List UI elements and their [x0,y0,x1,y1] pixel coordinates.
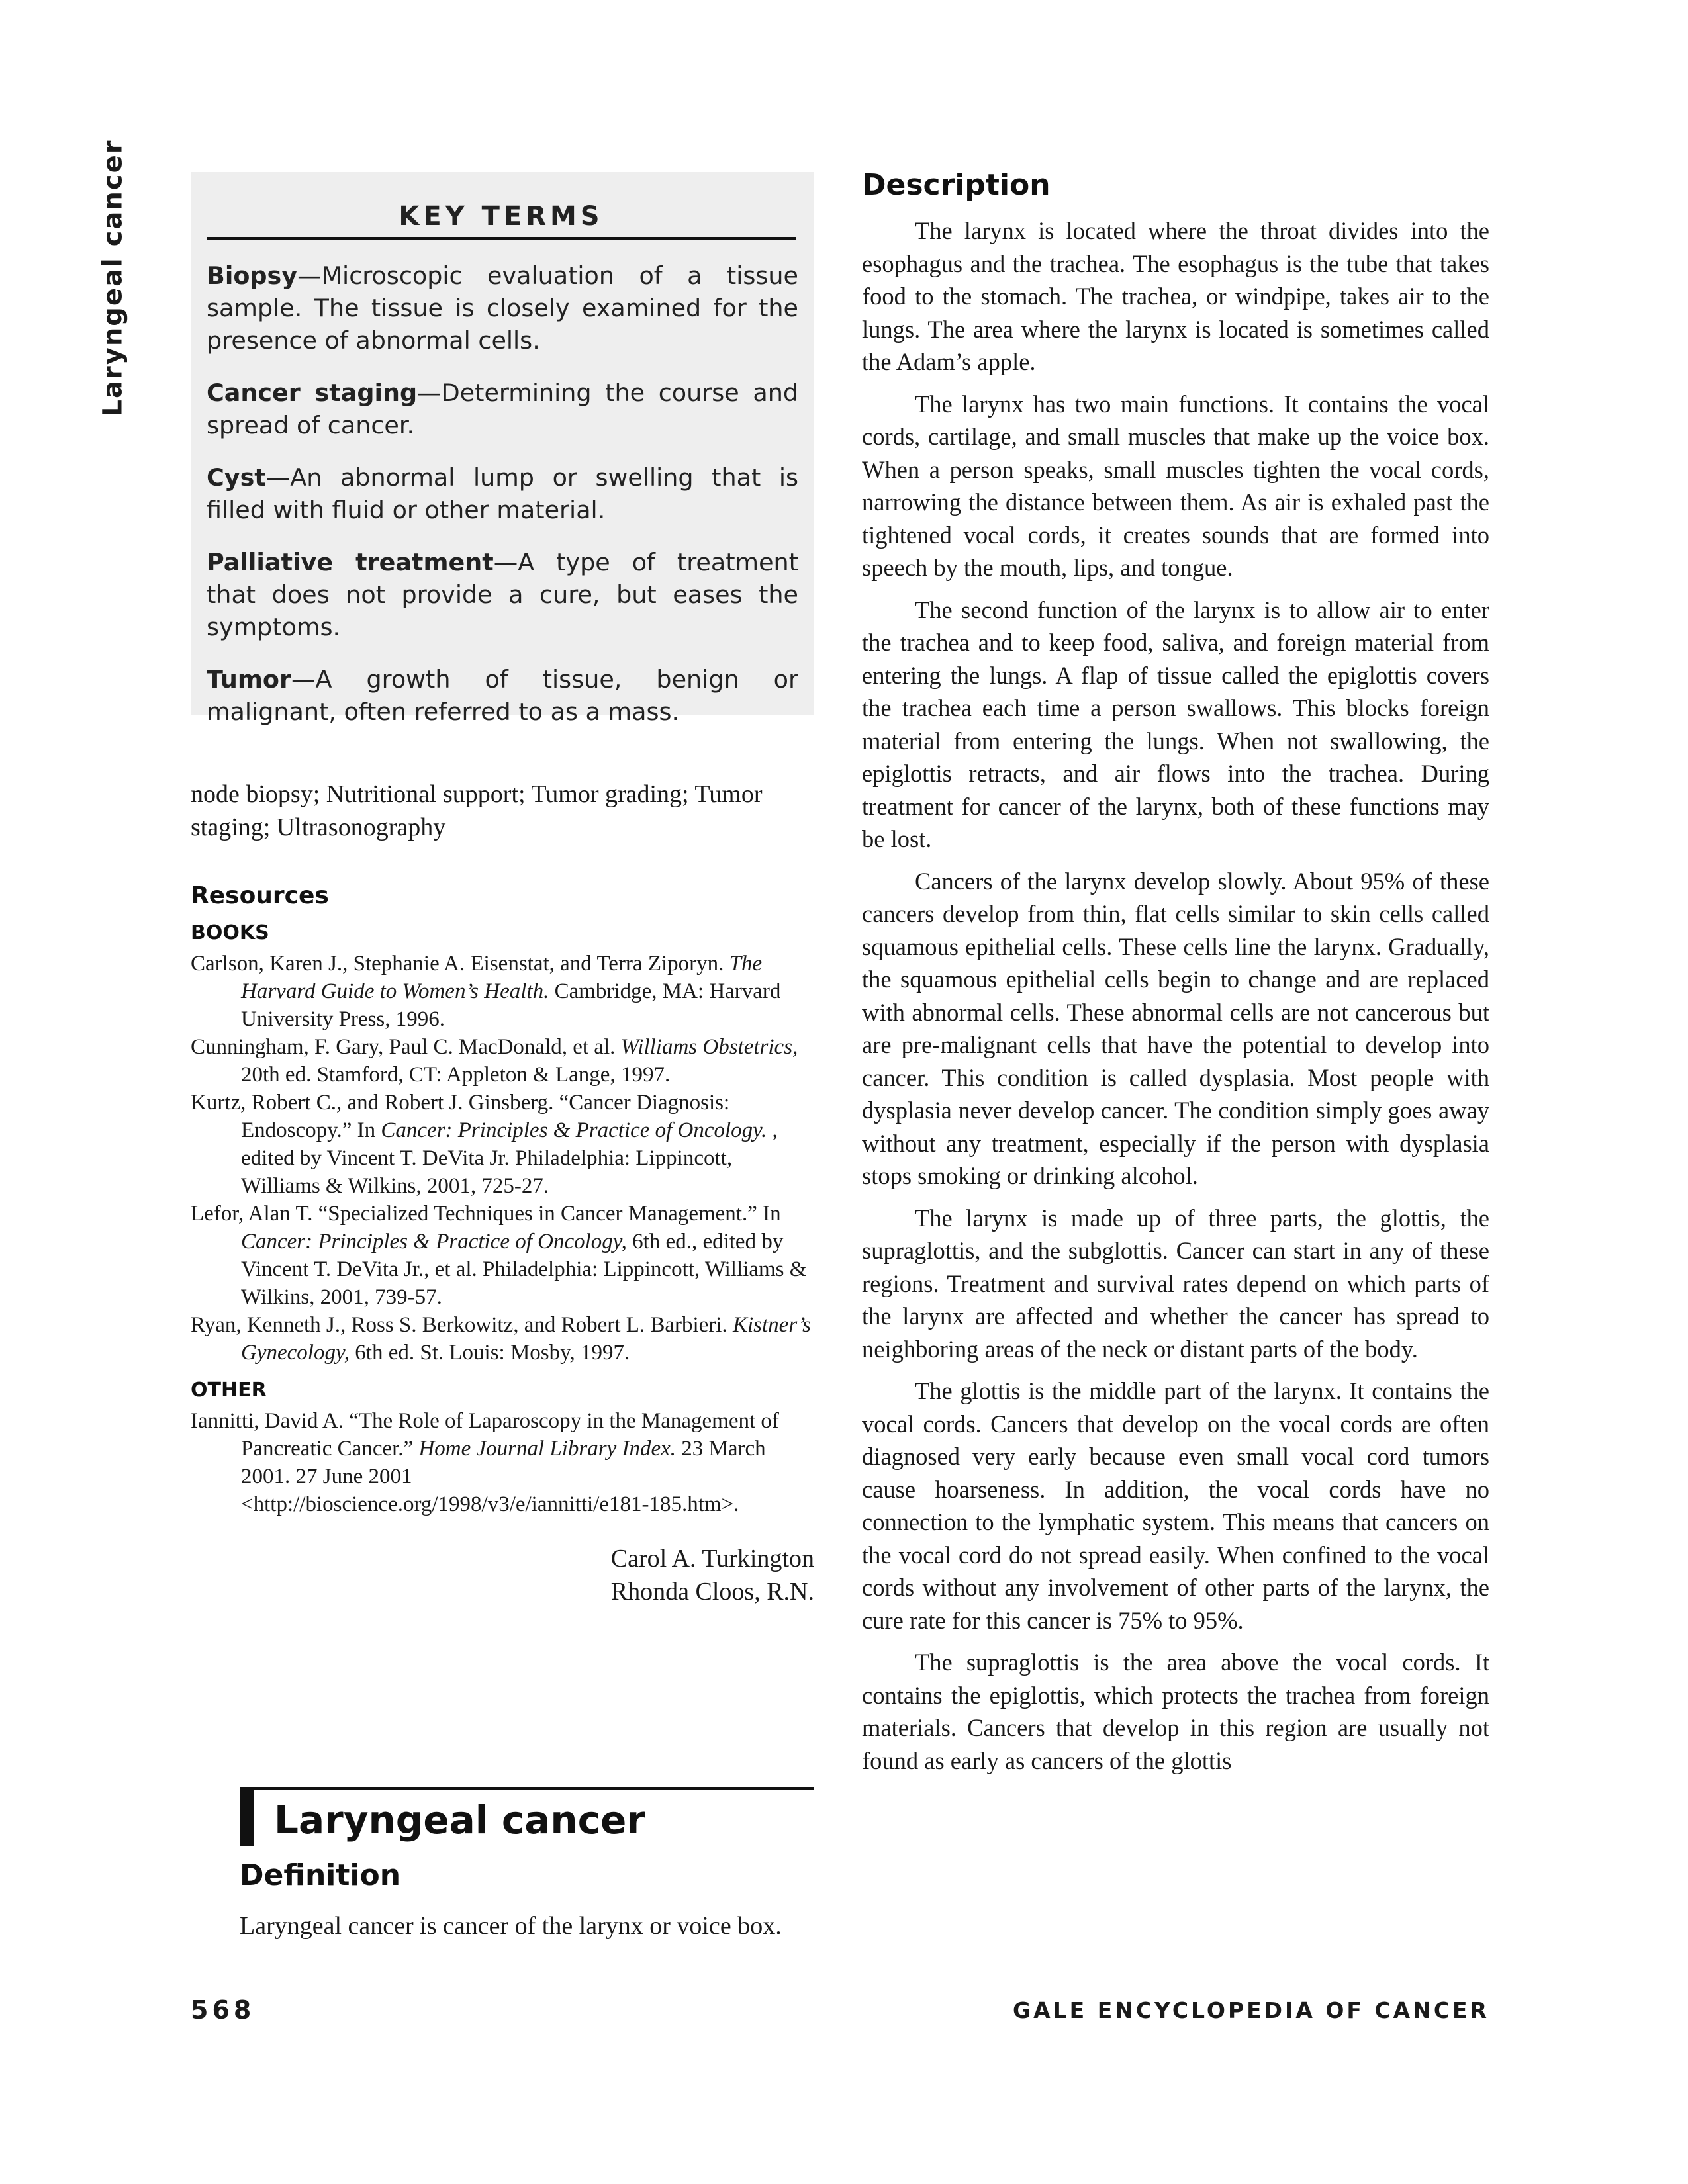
key-term-definition: —An abnormal lump or swelling that is filled with fluid or other material. [207,463,798,524]
ref-text: Cambridge, MA: Harvard University Press, 1996. [241,979,781,1031]
key-term [207,461,798,526]
other-reference [191,1407,814,1518]
ref-text: Kurtz, Robert C., and Robert J. Ginsberg. “Cancer Diagnosis: Endoscopy.” In [191,1091,730,1142]
article-title: Laryngeal cancer [274,1797,645,1843]
key-term-definition: —A type of treatment that does not provide a cure, but eases the symptoms. [207,548,798,641]
ref-title: Cancer: Principles & Practice of Oncology, [241,1230,627,1253]
ref-title: The Harvard Guide to Women’s Health. [241,952,763,1003]
key-term-name: Cyst [207,463,266,492]
other-heading: OTHER [191,1379,267,1402]
ref-text: Carlson, Karen J., Stephanie A. Eisenstat, and Terra Ziporyn. [191,952,729,976]
key-term-definition: —Microscopic evaluation of a tissue sample. The tissue is closely examined for the presence of abnormal cells. [207,261,798,355]
key-term-name: Biopsy [207,261,298,290]
ref-title: Home Journal Library Index. [418,1437,677,1461]
right-column [862,165,1489,1777]
key-term [207,377,798,441]
ref-text: 6th ed. St. Louis: Mosby, 1997. [350,1341,630,1365]
article-title-rule [240,1787,814,1790]
key-term-name: Cancer staging [207,379,418,407]
description-paragraph: The larynx has two main functions. It contains the vocal cords, cartilage, and small muscles that make up the voice box. When a person speaks, small muscles tighten the vocal cords, narrowing the distance between them. As air is exhaled past the tightened vocal cords, it creates sounds that are formed into speech by the mouth, lips, and tongue. [862,390,1489,581]
books-list [191,950,814,1367]
key-term-name: Palliative treatment [207,548,494,576]
continued-paragraph: node biopsy; Nutritional support; Tumor grading; Tumor staging; Ultrasonography [191,780,763,841]
left-column [191,778,814,1608]
ref-text: 23 March 2001. 27 June 2001 <http://bioscience.org/1998/v3/e/iannitti/e181-185.htm>. [241,1437,766,1516]
description-paragraph: The larynx is located where the throat divides into the esophagus and the trachea. The esophagus is the tube that takes food to the stomach. The trachea, or windpipe, takes air to the lungs. The area where the larynx is located is sometimes called the Adam’s apple. [862,217,1489,375]
book-reference [191,1311,814,1367]
ref-title: Cancer: Principles & Practice of Oncology. [381,1118,767,1142]
publication-title: GALE ENCYCLOPEDIA OF CANCER [1013,1997,1489,2023]
side-running-head [93,139,132,417]
ref-text: Lefor, Alan T. “Specialized Techniques in Cancer Management.” In [191,1202,781,1226]
ref-text: 20th ed. Stamford, CT: Appleton & Lange, 1997. [241,1063,671,1087]
author-name: Rhonda Cloos, R.N. [610,1578,814,1606]
description-paragraph: The larynx is made up of three parts, the glottis, the supraglottis, and the subglottis. Cancer can start in any of these regions. Treatment and survival rates depend on which parts of the larynx are affected and whether the cancer has spread to neighboring areas of the neck or distant parts of the body. [862,1204,1489,1363]
book-reference [191,1089,814,1200]
author-name: Carol A. Turkington [610,1545,814,1572]
ref-text: 6th ed., edited by Vincent T. DeVita Jr., et al. Philadelphia: Lippincott, Williams & Wilkins, 2001, 739-57. [241,1230,807,1309]
ref-text: Cunningham, F. Gary, Paul C. MacDonald, et al. [191,1035,621,1059]
ref-text: Iannitti, David A. “The Role of Laparoscopy in the Management of Pancreatic Cancer.” [191,1409,779,1461]
ref-title: Williams Obstetrics, [620,1035,798,1059]
book-reference [191,1033,814,1089]
books-heading: BOOKS [191,921,269,944]
authors-block [191,1542,814,1608]
key-terms-box [191,172,814,726]
ref-text: , edited by Vincent T. DeVita Jr. Philadelphia: Lippincott, Williams & Wilkins, 2001, 725-27. [241,1118,778,1198]
key-terms-title: KEY TERMS [207,201,796,240]
ref-text: Ryan, Kenneth J., Ross S. Berkowitz, and Robert L. Barbieri. [191,1313,733,1337]
description-paragraph: The supraglottis is the area above the vocal cords. It contains the epiglottis, which protects the trachea from foreign materials. Cancers that develop in this region are usually not found as early as cancers of the glottis [862,1649,1489,1774]
ref-title: Kistner’s Gynecology, [241,1313,811,1365]
description-paragraph: Cancers of the larynx develop slowly. About 95% of these cancers develop from thin, flat cells similar to skin cells called squamous epithelial cells. These cells line the larynx. Gradually, the squamous epithelial cells begin to change and are replaced with abnormal cells. These abnormal cells are not cancerous but are pre-malignant cells that have the potential to develop into cancer. This condition is called dysplasia. Most people with dysplasia never develop cancer. The condition simply goes away without any treatment, especially if the person with dysplasia stops smoking or drinking alcohol. [862,867,1489,1189]
definition-heading: Definition [240,1858,401,1892]
description-heading: Description [862,168,1051,202]
key-term-definition: —A growth of tissue, benign or malignant, often referred to as a mass. [207,665,798,726]
key-term-definition: —Determining the course and spread of cancer. [207,379,798,439]
resources-heading: Resources [191,882,329,909]
definition-text: Laryngeal cancer is cancer of the larynx or voice box. [240,1912,782,1940]
side-running-head-text: Laryngeal cancer [97,139,128,417]
key-term [207,259,798,357]
article-title-bar [240,1787,254,1846]
key-term-name: Tumor [207,665,291,694]
page-number: 568 [191,1995,256,2025]
description-paragraph: The glottis is the middle part of the larynx. It contains the vocal cords. Cancers that develop on the vocal cords are often diagnosed very early because even small vocal cord tumors cause hoarseness. In addition, the vocal cords have no connection to the lymphatic system. This means that cancers on the vocal cord do not spread easily. When confined to the vocal cords without any involvement of other parts of the larynx, the cure rate for this cancer is 75% to 95%. [862,1377,1489,1634]
book-reference [191,950,814,1033]
key-term [207,546,798,643]
book-reference [191,1200,814,1311]
other-list [191,1407,814,1518]
description-paragraph: The second function of the larynx is to allow air to enter the trachea and to keep food, saliva, and foreign material from entering the lungs. A flap of tissue called the epiglottis covers the trachea each time a person swallows. This blocks foreign material from entering the lungs. When not swallowing, the epiglottis retracts, and air flows into the trachea. During treatment for cancer of the larynx, both of these functions may be lost. [862,596,1489,852]
key-term [207,663,798,728]
